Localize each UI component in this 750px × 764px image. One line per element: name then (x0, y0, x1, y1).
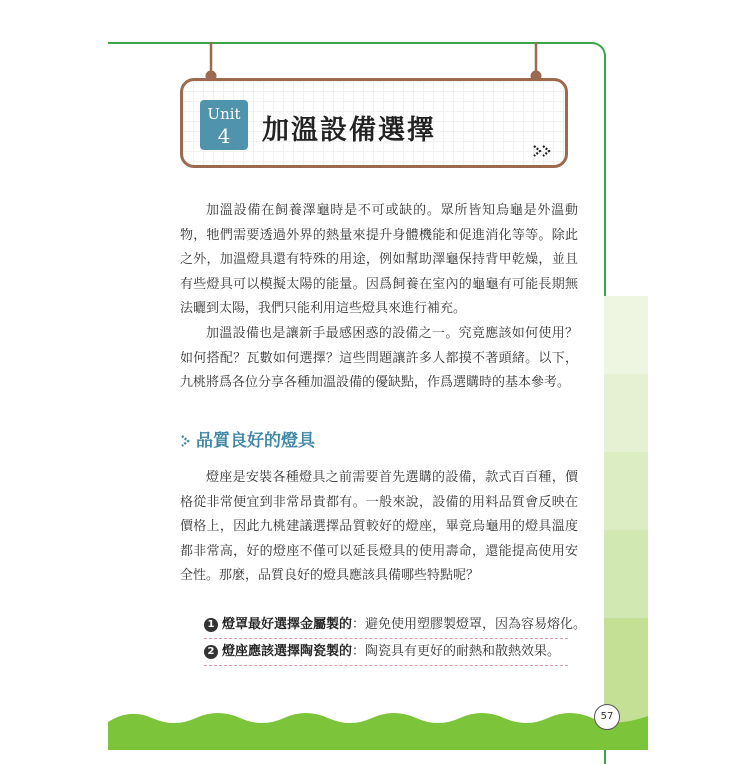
unit-number: 4 (217, 124, 231, 148)
point-lead: 燈座應該選擇陶瓷製的 (222, 644, 353, 659)
point-text: ：陶瓷具有更好的耐熱和散熱效果。 (352, 644, 561, 659)
page-number: 57 (594, 704, 620, 730)
section-heading-text: 品質良好的燈具 (196, 431, 315, 451)
chevron-right-icon (180, 435, 190, 447)
unit-badge (200, 100, 248, 150)
title-hanger-left (204, 42, 218, 82)
bottom-wave (108, 700, 648, 750)
intro-paragraph-1: 加溫設備在飼養澤龜時是不可或缺的。眾所皆知烏龜是外溫動物，牠們需要透過外界的熱量來提升身體機能和促進消化等等。除此之外，加溫燈具還有特殊的用途，例如幫助澤龜保持背甲乾燥，並且有些燈具可以模擬太陽的能量。因爲飼養在室內的龜龜有可能長期無法曬到太陽，我們只能利用這些燈具來進行補充。 (180, 203, 578, 317)
section-paragraph: 燈座是安裝各種燈具之前需要首先選購的設備，款式百百種，價格從非常便宜到非常昂貴都有。一般來說，設備的用料品質會反映在價格上，因此九桃建議選擇品質較好的燈座，畢竟烏龜用的燈具溫度都非常高，好的燈座不僅可以延長燈具的使用壽命，還能提高使用安全性。那麼，品質良好的燈具應該具備哪些特點呢？ (180, 470, 578, 584)
number-badge: 1 (204, 618, 218, 632)
title-hanger-right (529, 42, 543, 82)
intro-paragraph-2: 加溫設備也是讓新手最感困惑的設備之一。究竟應該如何使用？如何搭配？瓦數如何選擇？這些問題讓許多人都摸不著頭緒。以下，九桃將爲各位分享各種加溫設備的優缺點，作爲選購時的基本參考。 (180, 326, 578, 391)
unit-label: Unit (207, 105, 241, 123)
point-item (204, 641, 568, 666)
double-chevron-right-icon (532, 144, 554, 158)
right-color-strips (604, 296, 648, 750)
section-heading (180, 426, 315, 451)
number-badge: 2 (204, 645, 218, 659)
point-text: ：避免使用塑膠製燈罩，因為容易熔化。 (352, 617, 587, 632)
point-lead: 燈罩最好選擇金屬製的 (222, 617, 353, 632)
page-title: 加溫設備選擇 (262, 115, 436, 146)
point-item (204, 614, 587, 639)
